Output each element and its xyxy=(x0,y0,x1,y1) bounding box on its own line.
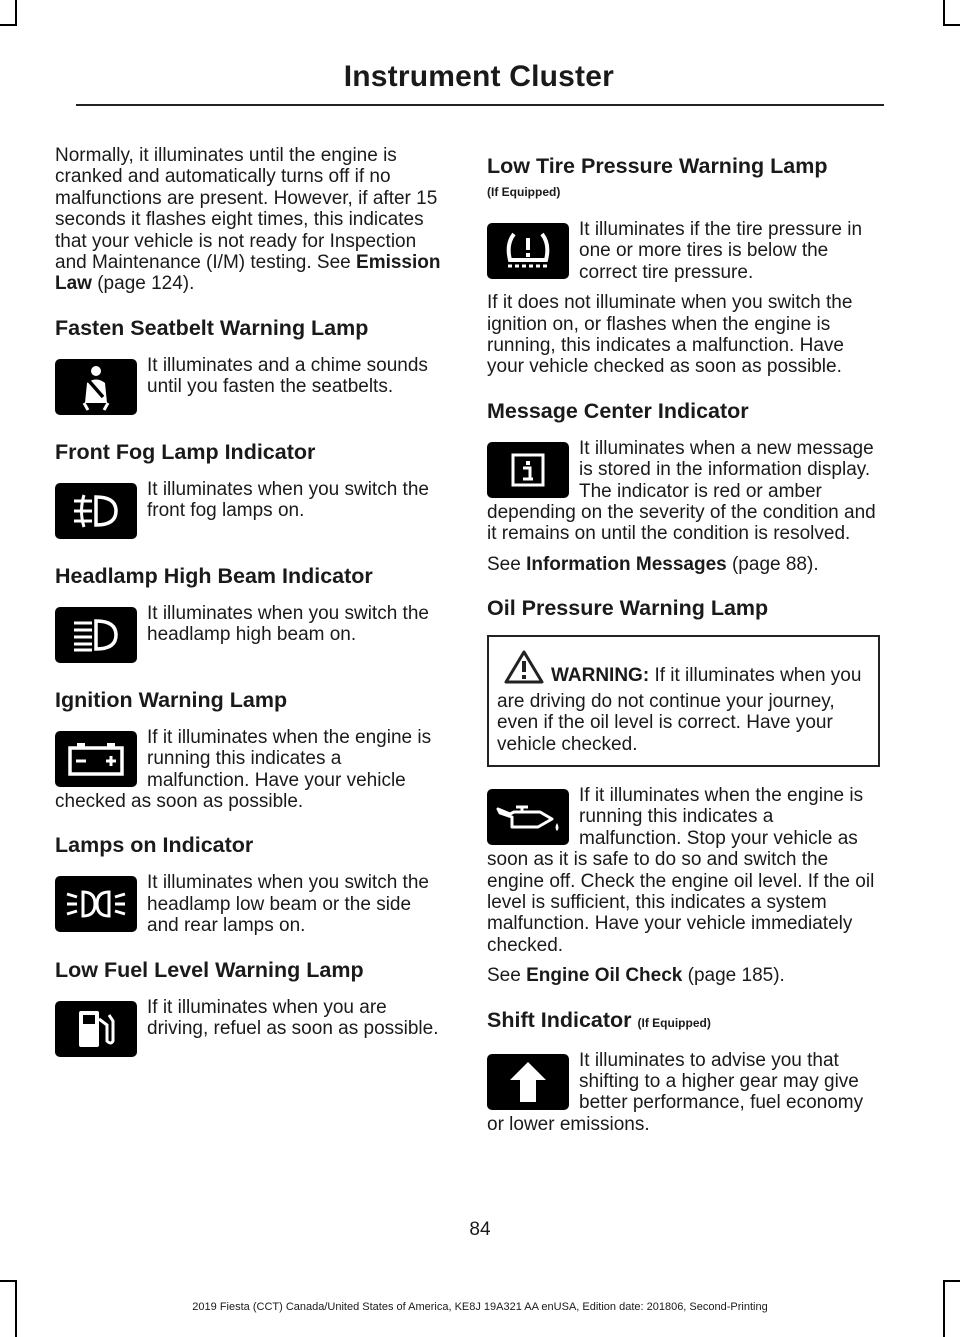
high-beam-lamp: It illuminates when you switch the headlamp high beam on. xyxy=(55,603,448,667)
tire-if-equipped-note: (If Equipped) xyxy=(487,185,561,199)
message-lamp: It illuminates when a new message is stored in the information display. The indicator is red or amber depending on the severity of the condition and it remains on until the condition is resolved. xyxy=(487,437,876,545)
tire-lamp: It illuminates if the tire pressure in one or more tires is below the correct tire pressure. xyxy=(487,219,880,283)
high-beam-heading: Headlamp High Beam Indicator xyxy=(55,563,373,588)
right-column xyxy=(487,145,880,1144)
crop-mark xyxy=(943,24,960,26)
oil-can-icon xyxy=(487,789,569,845)
fuel-lamp: If it illuminates when you are driving, refuel as soon as possible. xyxy=(55,997,448,1061)
info-icon xyxy=(487,442,569,498)
shift-if-equipped-note: (If Equipped) xyxy=(637,1015,711,1030)
crop-mark xyxy=(0,24,17,26)
seatbelt-lamp: It illuminates and a chime sounds until you fasten the seatbelts. xyxy=(55,355,448,419)
message-heading: Message Center Indicator xyxy=(487,398,749,423)
left-column xyxy=(55,145,448,1070)
shift-lamp: It illuminates to advise you that shifting to a higher gear may give better performance, fuel economy or lower emissions. xyxy=(487,1049,864,1135)
crop-mark xyxy=(0,1280,17,1282)
shift-up-arrow-icon xyxy=(487,1054,569,1110)
ignition-heading: Ignition Warning Lamp xyxy=(55,687,288,712)
crop-mark xyxy=(943,1280,960,1282)
shift-heading: Shift Indicator (If Equipped) xyxy=(487,1007,711,1032)
fuel-pump-icon xyxy=(55,1001,137,1057)
tire-heading: Low Tire Pressure Warning Lamp xyxy=(487,154,828,178)
seatbelt-heading: Fasten Seatbelt Warning Lamp xyxy=(55,315,369,340)
header-divider xyxy=(76,104,884,106)
page-number: 84 xyxy=(469,1219,491,1240)
crop-mark xyxy=(943,0,945,26)
fuel-heading: Low Fuel Level Warning Lamp xyxy=(55,957,364,982)
page-title: Instrument Cluster xyxy=(343,60,614,93)
warning-text: If it illuminates when you are driving do not continue your journey, even if the oil level is correct. Have your vehicle checked. xyxy=(497,665,862,755)
seatbelt-icon xyxy=(55,359,137,415)
information-messages-link[interactable]: Information Messages xyxy=(526,553,727,575)
intro-paragraph: Normally, it illuminates until the engine is cranked and automatically turns off if no malfunctions are present. However, if after 15 seconds it flashes eight times, this indicates that your vehicle is not ready for Inspection and Maintenance (I/M) testing. See Emission Law (page 124). xyxy=(55,145,441,295)
engine-oil-check-link[interactable]: Engine Oil Check xyxy=(526,965,683,987)
crop-mark xyxy=(15,0,17,26)
fog-lamp-icon xyxy=(55,483,137,539)
oil-see-paragraph: See Engine Oil Check (page 185). xyxy=(487,965,785,987)
lamps-on-lamp: It illuminates when you switch the headlamp low beam or the side and rear lamps on. xyxy=(55,872,448,936)
emission-law-link[interactable]: Emission Law xyxy=(55,252,441,295)
warning-label: WARNING: xyxy=(551,665,650,687)
oil-lamp: If it illuminates when the engine is running this indicates a malfunction. Stop your vehicle as soon as it is safe to do so and switch the engine off. Check the engine oil level. If the oil level is sufficient, this indicates a system malfunction. Have your vehicle immediately checked. xyxy=(487,784,875,956)
oil-warning-box xyxy=(487,635,880,767)
warning-triangle-icon xyxy=(503,649,545,690)
tire-pressure-icon xyxy=(487,223,569,279)
ignition-lamp: If it illuminates when the engine is running this indicates a malfunction. Have your vehicle checked as soon as possible. xyxy=(55,726,432,813)
fog-lamp: It illuminates when you switch the front fog lamps on. xyxy=(55,479,448,543)
battery-icon xyxy=(55,731,137,787)
edition-line: 2019 Fiesta (CCT) Canada/United States of America, KE8J 19A321 AA enUSA, Edition date: 201806, Second-Printing xyxy=(192,1301,768,1313)
lamps-on-icon xyxy=(55,876,137,932)
oil-heading: Oil Pressure Warning Lamp xyxy=(487,596,769,621)
lamps-on-heading: Lamps on Indicator xyxy=(55,833,254,858)
tire-paragraph: If it does not illuminate when you switch the ignition on, or flashes when the engine is running, this indicates a malfunction. Have your vehicle checked as soon as possible. xyxy=(487,292,853,378)
message-see-paragraph: See Information Messages (page 88). xyxy=(487,553,819,575)
high-beam-icon xyxy=(55,607,137,663)
fog-heading: Front Fog Lamp Indicator xyxy=(55,439,316,464)
